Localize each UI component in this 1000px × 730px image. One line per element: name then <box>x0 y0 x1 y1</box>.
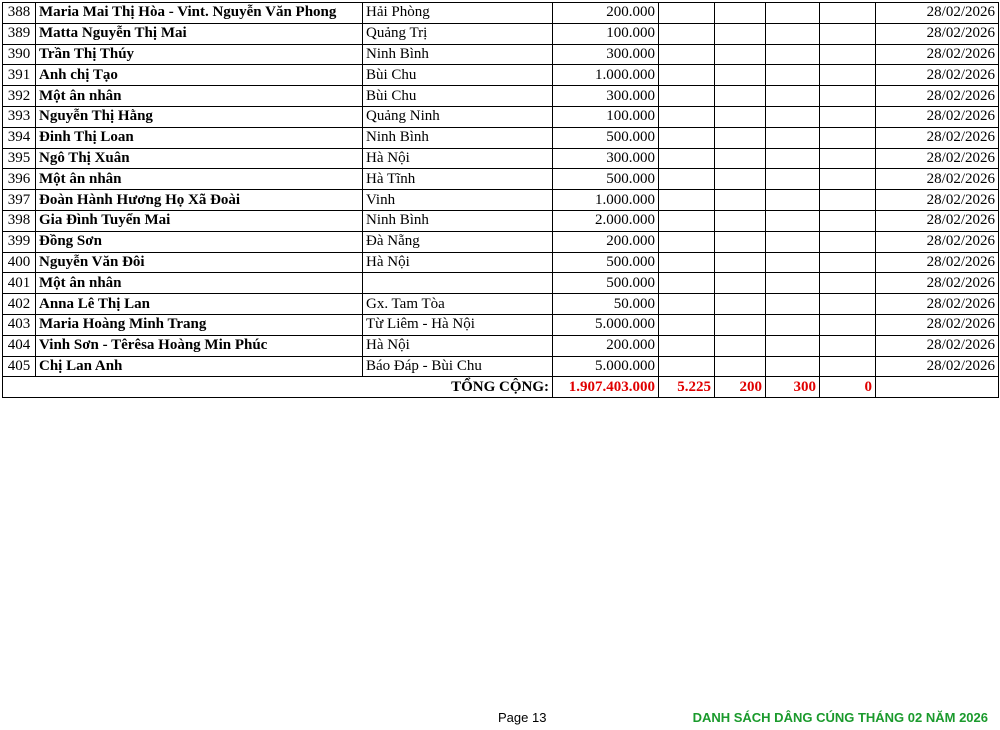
empty-cell <box>715 106 766 127</box>
donor-name: Đinh Thị Loan <box>36 127 363 148</box>
donor-place: Từ Liêm - Hà Nội <box>363 314 553 335</box>
table-row <box>3 273 999 294</box>
empty-cell <box>820 294 876 315</box>
empty-cell <box>820 148 876 169</box>
empty-cell <box>659 44 715 65</box>
donation-date: 28/02/2026 <box>876 335 999 356</box>
total-amount: 1.907.403.000 <box>553 377 659 398</box>
table-row <box>3 314 999 335</box>
donation-date: 28/02/2026 <box>876 231 999 252</box>
empty-cell <box>820 3 876 24</box>
donation-date: 28/02/2026 <box>876 273 999 294</box>
empty-cell <box>766 356 820 377</box>
empty-cell <box>766 3 820 24</box>
donation-amount: 200.000 <box>553 3 659 24</box>
donor-name: Trần Thị Thúy <box>36 44 363 65</box>
donation-date: 28/02/2026 <box>876 190 999 211</box>
empty-cell <box>766 127 820 148</box>
donation-date: 28/02/2026 <box>876 356 999 377</box>
total-col-3: 300 <box>766 377 820 398</box>
empty-cell <box>715 44 766 65</box>
empty-cell <box>659 148 715 169</box>
donor-place: Hà Tĩnh <box>363 169 553 190</box>
donation-amount: 1.000.000 <box>553 190 659 211</box>
empty-cell <box>766 335 820 356</box>
empty-cell <box>715 356 766 377</box>
empty-cell <box>659 3 715 24</box>
table-row <box>3 86 999 107</box>
empty-cell <box>715 294 766 315</box>
empty-cell <box>766 169 820 190</box>
donation-amount: 5.000.000 <box>553 356 659 377</box>
page-number: Page 13 <box>498 710 547 725</box>
donor-place: Báo Đáp - Bùi Chu <box>363 356 553 377</box>
donation-date: 28/02/2026 <box>876 23 999 44</box>
row-number: 399 <box>3 231 36 252</box>
empty-cell <box>820 65 876 86</box>
empty-cell <box>820 335 876 356</box>
table-row <box>3 294 999 315</box>
donor-place: Vinh <box>363 190 553 211</box>
row-number: 391 <box>3 65 36 86</box>
empty-cell <box>820 190 876 211</box>
donation-amount: 500.000 <box>553 127 659 148</box>
donor-name: Một ân nhân <box>36 86 363 107</box>
donor-place: Ninh Bình <box>363 44 553 65</box>
donation-table <box>2 2 999 398</box>
empty-cell <box>820 273 876 294</box>
empty-cell <box>766 252 820 273</box>
empty-cell <box>715 127 766 148</box>
donation-amount: 1.000.000 <box>553 65 659 86</box>
empty-cell <box>820 314 876 335</box>
donor-place: Hà Nội <box>363 335 553 356</box>
table-row <box>3 335 999 356</box>
empty-cell <box>659 127 715 148</box>
donation-date: 28/02/2026 <box>876 148 999 169</box>
donation-date: 28/02/2026 <box>876 252 999 273</box>
donation-date: 28/02/2026 <box>876 314 999 335</box>
table-row <box>3 3 999 24</box>
empty-cell <box>766 190 820 211</box>
empty-cell <box>766 231 820 252</box>
empty-cell <box>820 23 876 44</box>
total-label: TỔNG CỘNG: <box>3 377 553 398</box>
empty-cell <box>659 335 715 356</box>
total-col-4: 0 <box>820 377 876 398</box>
empty-cell <box>659 65 715 86</box>
donor-place: Bùi Chu <box>363 65 553 86</box>
empty-cell <box>715 169 766 190</box>
donation-date: 28/02/2026 <box>876 106 999 127</box>
donor-place <box>363 273 553 294</box>
empty-cell <box>766 44 820 65</box>
table-row <box>3 190 999 211</box>
empty-cell <box>659 294 715 315</box>
donor-name: Matta Nguyễn Thị Mai <box>36 23 363 44</box>
empty-cell <box>766 86 820 107</box>
empty-cell <box>715 210 766 231</box>
row-number: 390 <box>3 44 36 65</box>
donor-name: Nguyễn Thị Hằng <box>36 106 363 127</box>
total-row <box>3 377 999 398</box>
donor-name: Ngô Thị Xuân <box>36 148 363 169</box>
empty-cell <box>715 335 766 356</box>
donor-place: Hà Nội <box>363 252 553 273</box>
row-number: 395 <box>3 148 36 169</box>
donor-name: Vinh Sơn - Têrêsa Hoàng Min Phúc <box>36 335 363 356</box>
row-number: 400 <box>3 252 36 273</box>
row-number: 393 <box>3 106 36 127</box>
table-row <box>3 65 999 86</box>
empty-cell <box>766 106 820 127</box>
empty-cell <box>766 273 820 294</box>
row-number: 402 <box>3 294 36 315</box>
donation-amount: 200.000 <box>553 335 659 356</box>
donor-name: Một ân nhân <box>36 273 363 294</box>
empty-cell <box>766 294 820 315</box>
donation-date: 28/02/2026 <box>876 86 999 107</box>
empty-cell <box>820 231 876 252</box>
table-row <box>3 169 999 190</box>
donation-amount: 300.000 <box>553 148 659 169</box>
empty-cell <box>659 210 715 231</box>
row-number: 389 <box>3 23 36 44</box>
empty-cell <box>715 231 766 252</box>
donor-name: Chị Lan Anh <box>36 356 363 377</box>
empty-cell <box>659 231 715 252</box>
donation-amount: 2.000.000 <box>553 210 659 231</box>
table-row <box>3 23 999 44</box>
empty-cell <box>659 314 715 335</box>
donation-amount: 300.000 <box>553 44 659 65</box>
empty-cell <box>659 190 715 211</box>
donation-amount: 500.000 <box>553 252 659 273</box>
footer-title: DANH SÁCH DÂNG CÚNG THÁNG 02 NĂM 2026 <box>692 710 988 725</box>
table-row <box>3 148 999 169</box>
donation-date: 28/02/2026 <box>876 44 999 65</box>
empty-cell <box>715 148 766 169</box>
donation-amount: 500.000 <box>553 169 659 190</box>
table-row <box>3 356 999 377</box>
donation-amount: 100.000 <box>553 106 659 127</box>
empty-cell <box>820 86 876 107</box>
row-number: 401 <box>3 273 36 294</box>
donation-amount: 500.000 <box>553 273 659 294</box>
donor-name: Anh chị Tạo <box>36 65 363 86</box>
donation-amount: 5.000.000 <box>553 314 659 335</box>
donor-place: Hà Nội <box>363 148 553 169</box>
empty-cell <box>820 252 876 273</box>
donation-amount: 200.000 <box>553 231 659 252</box>
donor-name: Gia Đình Tuyển Mai <box>36 210 363 231</box>
donor-name: Đồng Sơn <box>36 231 363 252</box>
donor-name: Một ân nhân <box>36 169 363 190</box>
row-number: 403 <box>3 314 36 335</box>
empty-cell <box>659 252 715 273</box>
empty-cell <box>659 169 715 190</box>
empty-cell <box>659 273 715 294</box>
donor-place: Quảng Ninh <box>363 106 553 127</box>
donation-date: 28/02/2026 <box>876 65 999 86</box>
row-number: 397 <box>3 190 36 211</box>
empty-cell <box>715 273 766 294</box>
row-number: 388 <box>3 3 36 24</box>
donor-place: Bùi Chu <box>363 86 553 107</box>
table-row <box>3 44 999 65</box>
empty-cell <box>715 252 766 273</box>
donor-name: Anna Lê Thị Lan <box>36 294 363 315</box>
empty-cell <box>766 65 820 86</box>
table-row <box>3 127 999 148</box>
empty-cell <box>820 169 876 190</box>
empty-cell <box>820 44 876 65</box>
donor-place: Hải Phòng <box>363 3 553 24</box>
donor-place: Gx. Tam Tòa <box>363 294 553 315</box>
empty-cell <box>715 3 766 24</box>
empty-cell <box>715 65 766 86</box>
empty-cell <box>820 127 876 148</box>
empty-cell <box>715 23 766 44</box>
empty-cell <box>766 23 820 44</box>
empty-cell <box>766 148 820 169</box>
empty-cell <box>766 210 820 231</box>
empty-cell <box>715 86 766 107</box>
table-row <box>3 210 999 231</box>
row-number: 392 <box>3 86 36 107</box>
donor-place: Ninh Bình <box>363 127 553 148</box>
donor-place: Ninh Bình <box>363 210 553 231</box>
row-number: 396 <box>3 169 36 190</box>
donor-place: Quảng Trị <box>363 23 553 44</box>
row-number: 404 <box>3 335 36 356</box>
donation-date: 28/02/2026 <box>876 3 999 24</box>
donor-name: Nguyễn Văn Đôi <box>36 252 363 273</box>
total-col-2: 200 <box>715 377 766 398</box>
empty-cell <box>659 356 715 377</box>
donor-name: Maria Hoàng Minh Trang <box>36 314 363 335</box>
table-body <box>3 3 999 377</box>
table-row <box>3 231 999 252</box>
empty-cell <box>820 356 876 377</box>
empty-cell <box>715 314 766 335</box>
empty-cell <box>820 106 876 127</box>
row-number: 405 <box>3 356 36 377</box>
empty-cell <box>715 190 766 211</box>
row-number: 394 <box>3 127 36 148</box>
donor-name: Maria Mai Thị Hòa - Vint. Nguyễn Văn Phong <box>36 3 363 24</box>
row-number: 398 <box>3 210 36 231</box>
total-col-1: 5.225 <box>659 377 715 398</box>
donation-date: 28/02/2026 <box>876 169 999 190</box>
empty-cell <box>820 210 876 231</box>
empty-cell <box>659 86 715 107</box>
donation-amount: 50.000 <box>553 294 659 315</box>
donor-name: Đoàn Hành Hương Họ Xã Đoài <box>36 190 363 211</box>
total-date-empty <box>876 377 999 398</box>
donation-date: 28/02/2026 <box>876 294 999 315</box>
donation-amount: 300.000 <box>553 86 659 107</box>
table-row <box>3 252 999 273</box>
empty-cell <box>659 23 715 44</box>
empty-cell <box>659 106 715 127</box>
donation-amount: 100.000 <box>553 23 659 44</box>
table-row <box>3 106 999 127</box>
donor-place: Đà Nẵng <box>363 231 553 252</box>
empty-cell <box>766 314 820 335</box>
donation-date: 28/02/2026 <box>876 210 999 231</box>
donation-date: 28/02/2026 <box>876 127 999 148</box>
